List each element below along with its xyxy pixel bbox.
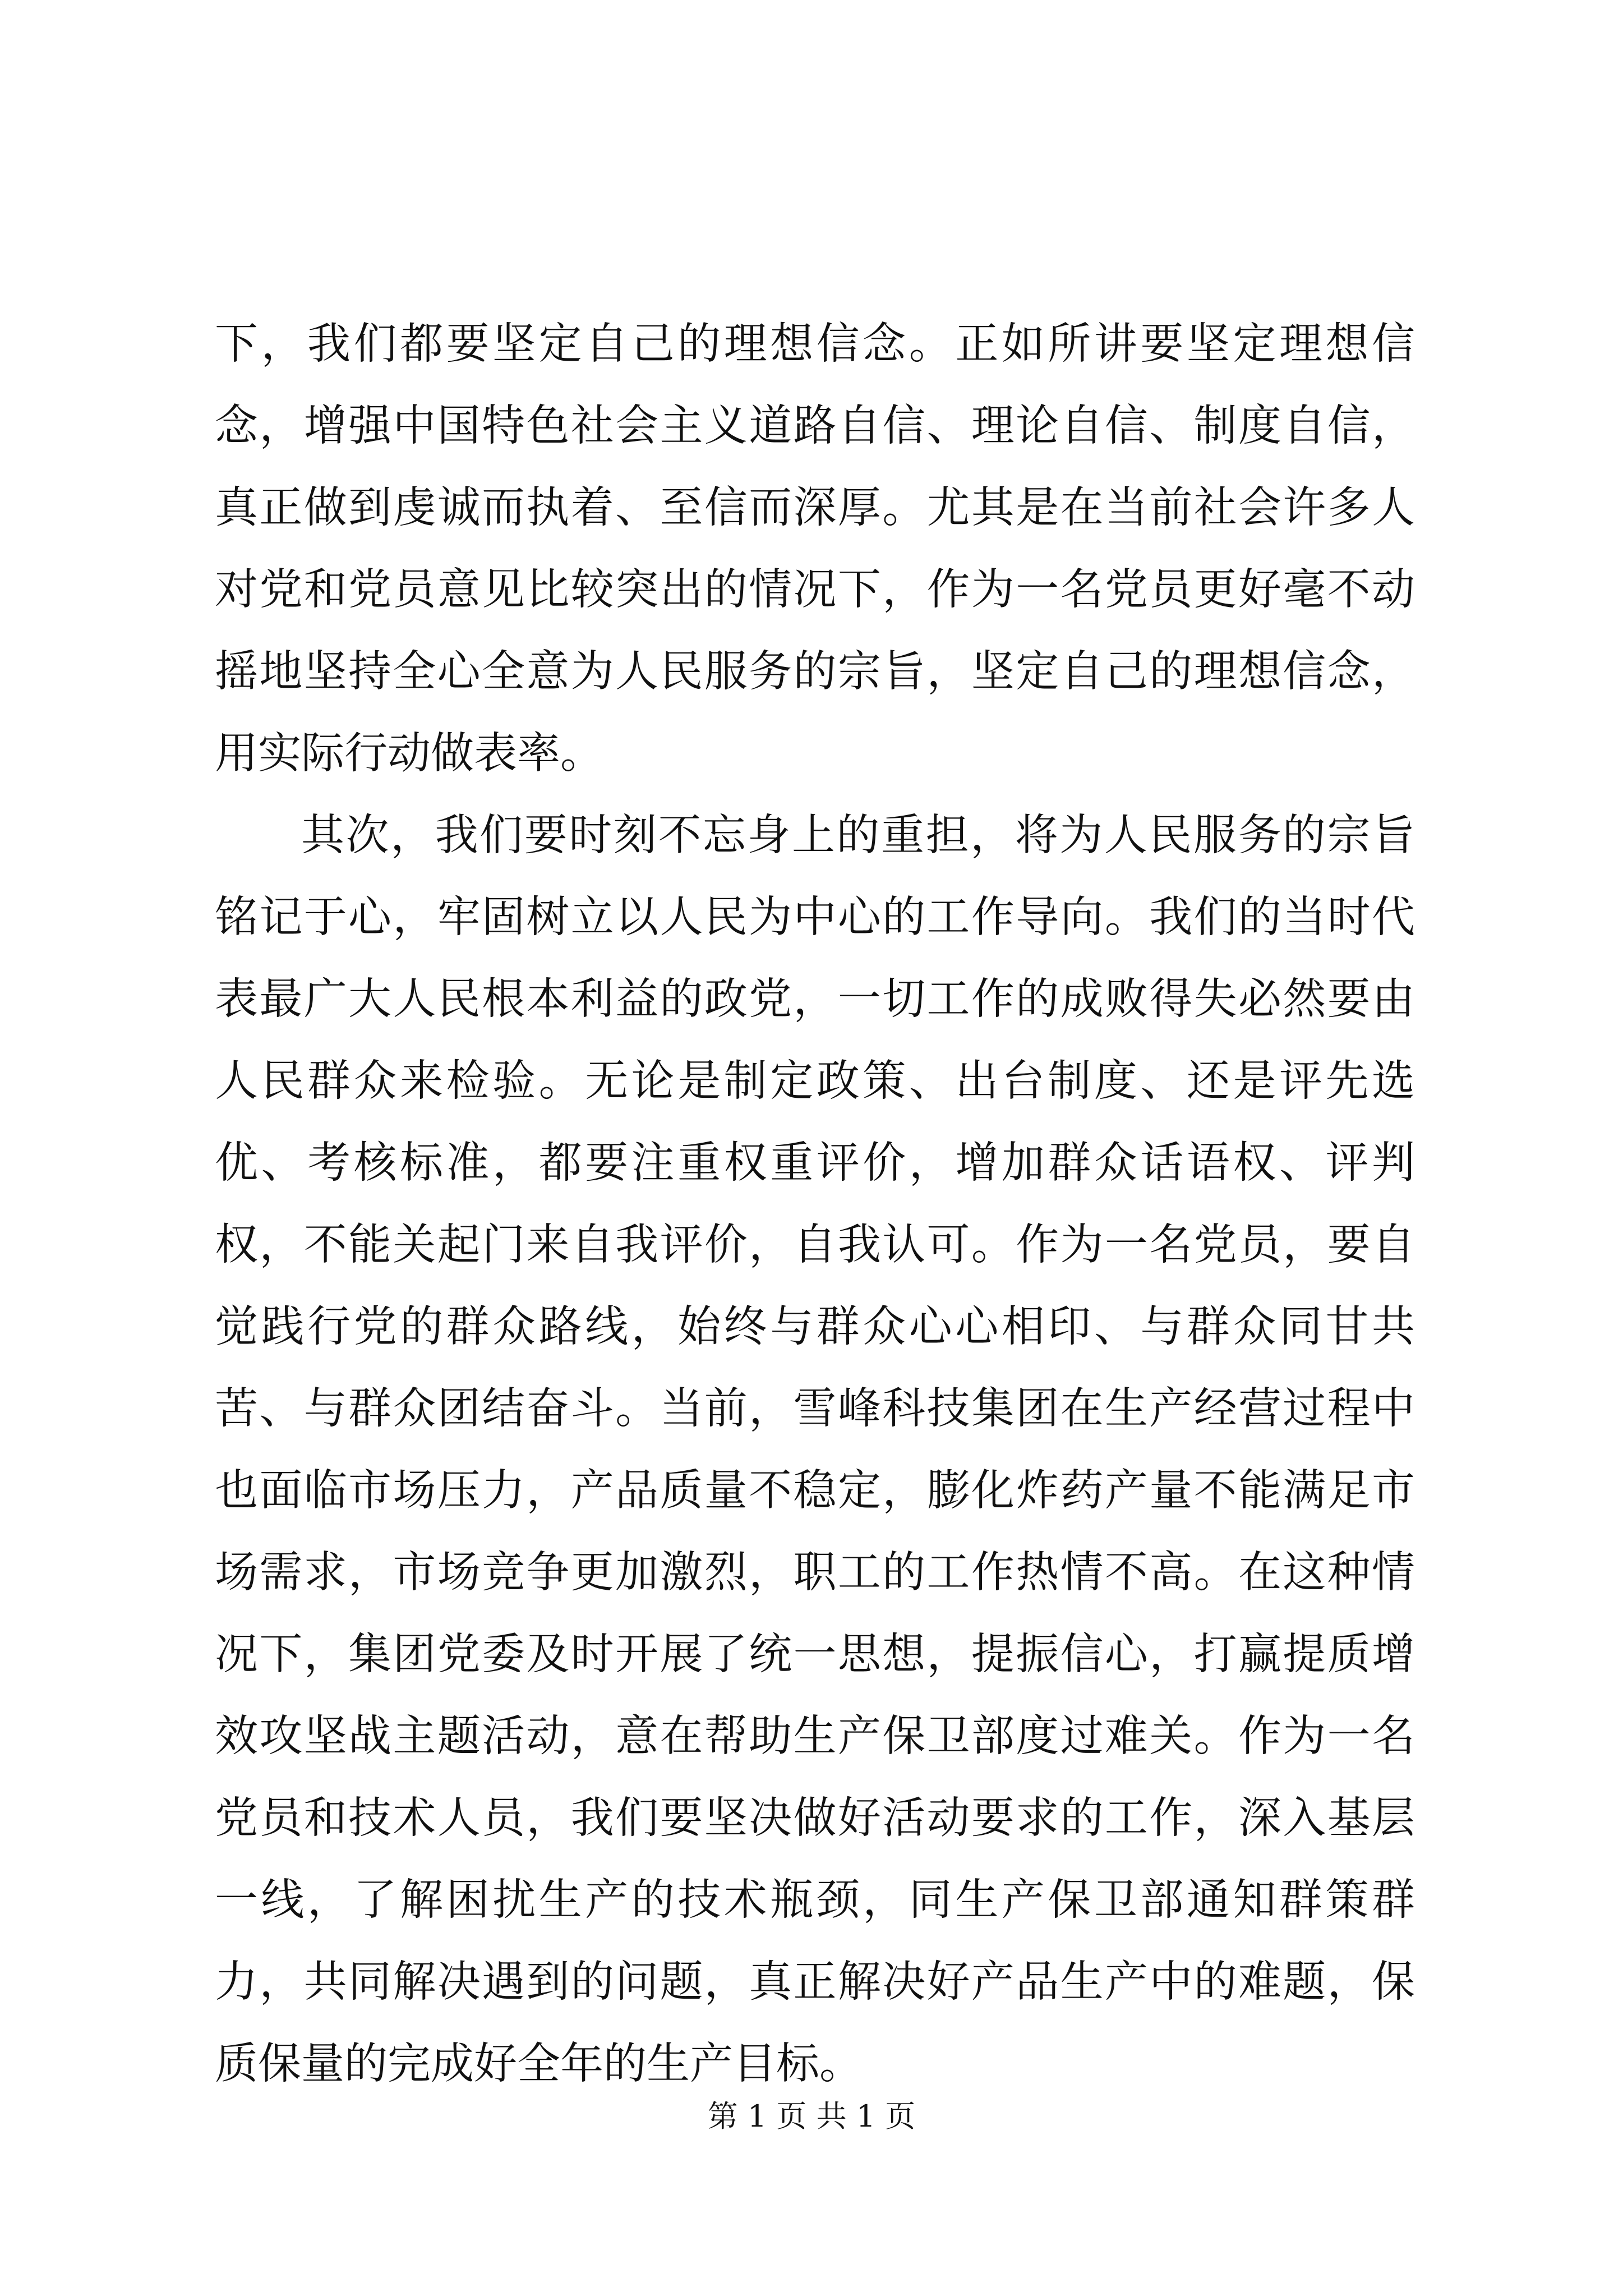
paragraph-1: 下，我们都要坚定自己的理想信念。正如所讲要坚定理想信念，增强中国特色社会主义道路自信、理论自信、制度自信，真正做到虔诚而执着、至信而深厚。尤其是在当前社会许多人对党和党员意见比较突出的情况下，作为一名党员更好毫不动摇地坚持全心全意为人民服务的宗旨，坚定自己的理想信念，用实际行动做表率。 bbox=[215, 319, 1415, 779]
paragraph-2: 其次，我们要时刻不忘身上的重担，将为人民服务的宗旨铭记于心，牢固树立以人民为中心的工作导向。我们的当时代表最广大人民根本利益的政党，一切工作的成败得失必然要由人民群众来检验。无论是制定政策、出台制度、还是评先选优、考核标准，都要注重权重评价，增加群众话语权、评判权，不能关起门来自我评价，自我认可。作为一名党员，要自觉践行党的群众路线，始终与群众心心相印、与群众同甘共苦、与群众团结奋斗。当前，雪峰科技集团在生产经营过程中也面临市场压力，产品质量不稳定，膨化炸药产量不能满足市场需求，市场竞争更加激烈，职工的工作热情不高。在这种情况下，集团党委及时开展了统一思想，提振信心，打赢提质增效攻坚战主题活动，意在帮助生产保卫部度过难关。作为一名党员和技术人员，我们要坚决做好活动要求的工作，深入基层一线，了解困扰生产的技术瓶颈，同生产保卫部通知群策群力，共同解决遇到的问题，真正解决好产品生产中的难题，保质保量的完成好全年的生产目标。 bbox=[215, 811, 1415, 2089]
page-number-footer: 第 1 页 共 1 页 bbox=[707, 2099, 916, 2134]
document-body bbox=[215, 303, 1415, 2105]
